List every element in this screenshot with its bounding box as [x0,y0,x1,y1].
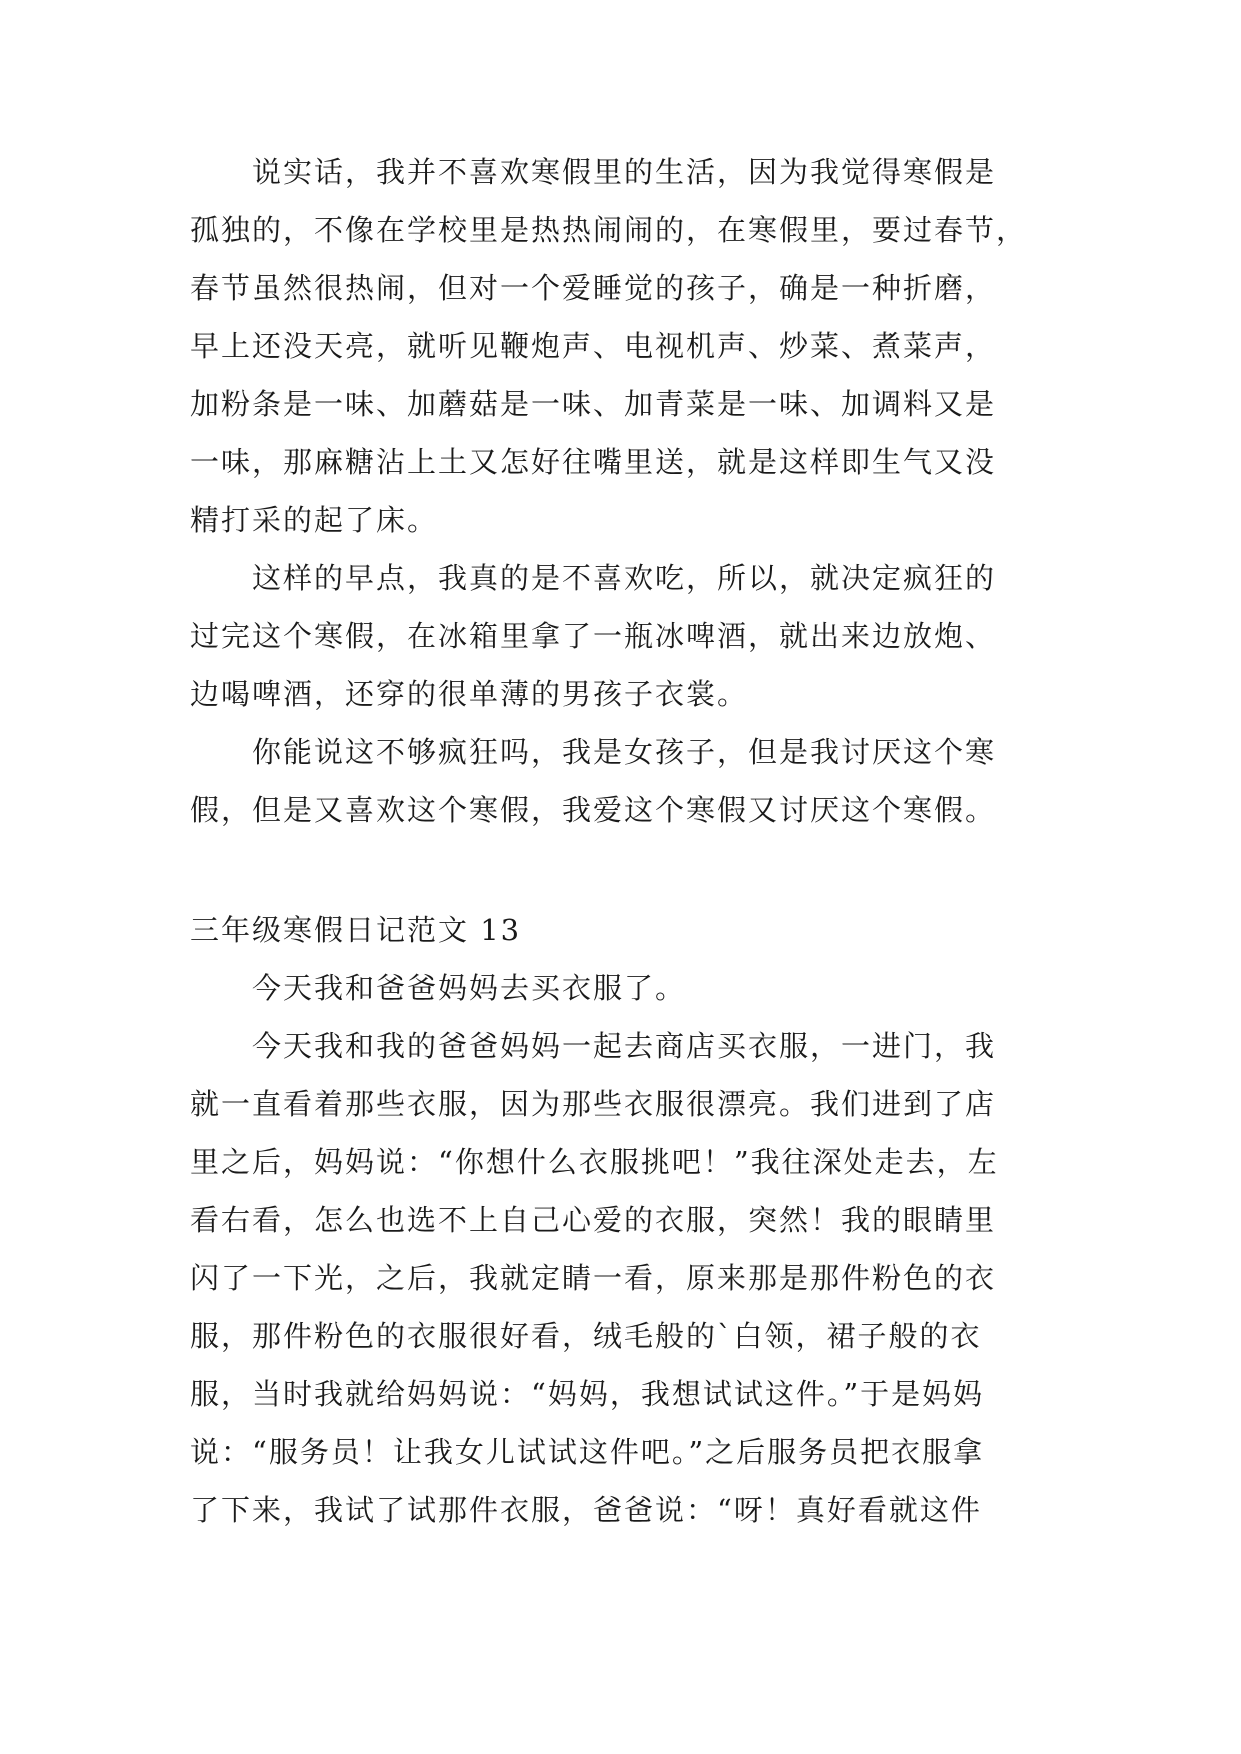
paragraph-line: 加粉条是一味、加蘑菇是一味、加青菜是一味、加调料又是 [190,387,997,421]
paragraph-line: 孤独的，不像在学校里是热热闹闹的，在寒假里，要过春节， [190,213,1028,247]
paragraph-line: 边喝啤酒，还穿的很单薄的男孩子衣裳。 [190,677,749,711]
paragraph-line: 今天我和爸爸妈妈去买衣服了。 [252,971,687,1005]
paragraph-line: 春节虽然很热闹，但对一个爱睡觉的孩子，确是一种折磨， [190,271,997,305]
paragraph-line: 就一直看着那些衣服，因为那些衣服很漂亮。我们进到了店 [190,1087,997,1121]
paragraph-line: 说：“服务员！让我女儿试试这件吧。”之后服务员把衣服拿 [190,1435,985,1469]
section-heading: 三年级寒假日记范文 13 [190,913,522,947]
paragraph-line: 看右看，怎么也选不上自己心爱的衣服，突然！我的眼睛里 [190,1203,997,1237]
paragraph-line: 闪了一下光，之后，我就定睛一看，原来那是那件粉色的衣 [190,1261,997,1295]
paragraph-line: 过完这个寒假，在冰箱里拿了一瓶冰啤酒，就出来边放炮、 [190,619,997,653]
paragraph-line: 一味，那麻糖沾上土又怎好往嘴里送，就是这样即生气又没 [190,445,997,479]
paragraph-line: 你能说这不够疯狂吗，我是女孩子，但是我讨厌这个寒 [252,735,997,769]
paragraph-line: 精打采的起了床。 [190,503,439,537]
paragraph-line: 早上还没天亮，就听见鞭炮声、电视机声、炒菜、煮菜声， [190,329,997,363]
paragraph-line: 服，当时我就给妈妈说：“妈妈，我想试试这件。”于是妈妈 [190,1377,985,1411]
paragraph-line: 了下来，我试了试那件衣服，爸爸说：“呀！真好看就这件 [190,1493,982,1527]
paragraph-line: 服，那件粉色的衣服很好看，绒毛般的`白领，裙子般的衣 [190,1319,982,1353]
paragraph-line: 说实话，我并不喜欢寒假里的生活，因为我觉得寒假是 [252,155,997,189]
paragraph-line: 这样的早点，我真的是不喜欢吃，所以，就决定疯狂的 [252,561,997,595]
paragraph-line: 里之后，妈妈说：“你想什么衣服挑吧！”我往深处走去，左 [190,1145,999,1179]
paragraph-line: 今天我和我的爸爸妈妈一起去商店买衣服，一进门，我 [252,1029,997,1063]
paragraph-line: 假，但是又喜欢这个寒假，我爱这个寒假又讨厌这个寒假。 [190,793,997,827]
